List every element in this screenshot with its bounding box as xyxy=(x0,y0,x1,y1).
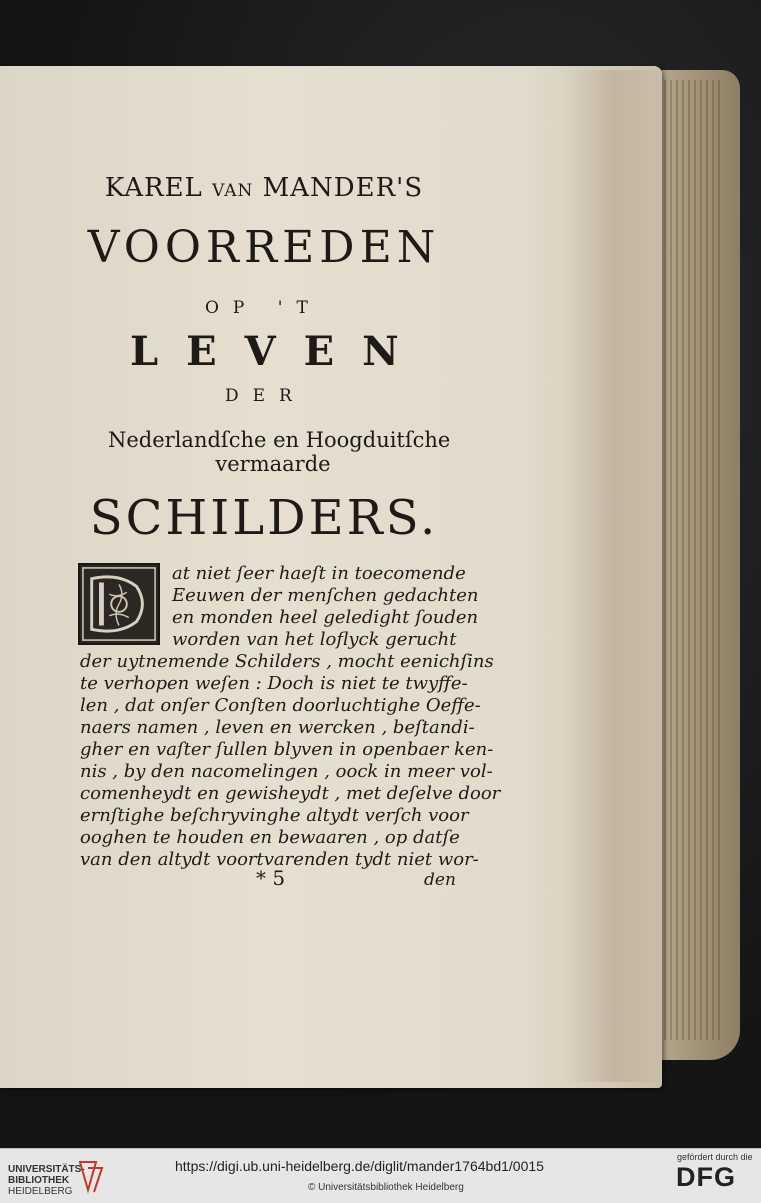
signature-mark: * 5 xyxy=(256,866,286,890)
text-line: len , dat onſer Conſten doorluchtighe Oeffe- xyxy=(80,695,481,716)
library-logo-text[interactable] xyxy=(8,1164,85,1197)
catchword: den xyxy=(424,870,456,890)
heidelberg-logo-icon[interactable] xyxy=(76,1158,106,1194)
text-line: ooghen te houden en bewaaren , op datſe xyxy=(80,827,460,848)
funded-by-text: gefördert durch die xyxy=(677,1152,753,1162)
library-line1: UNIVERSITÄTS- xyxy=(8,1164,85,1175)
text-line: comenheydt en gewisheydt , met deſelve door xyxy=(80,783,501,804)
copyright-text: © Universitätsbibliothek Heidelberg xyxy=(308,1182,464,1193)
text-line: te verhopen weſen : Doch is niet te twyffe- xyxy=(80,673,468,694)
dfg-logo[interactable]: DFG xyxy=(676,1162,736,1192)
text-line: at niet ſeer haeſt in toecomende xyxy=(172,563,466,584)
text-line: worden van het loflyck gerucht xyxy=(172,629,457,650)
title-voorreden: VOORREDEN xyxy=(87,222,441,273)
text-line: naers namen , leven en wercken , beſtandi- xyxy=(80,717,475,738)
title-leven: LEVEN xyxy=(130,328,427,375)
title-author: KAREL VAN MANDER'S xyxy=(104,173,424,203)
text-line: en monden heel geledight ſouden xyxy=(172,607,479,628)
text-line: Eeuwen der menſchen gedachten xyxy=(172,585,479,606)
title-vermaarde: vermaarde xyxy=(215,452,331,476)
page-shadow xyxy=(565,70,665,1082)
footer-bar xyxy=(0,1148,761,1203)
title-der: DER xyxy=(225,386,306,406)
text-line: van den altydt voortvarenden tydt niet wor- xyxy=(80,849,479,870)
permalink-url[interactable]: https://digi.ub.uni-heidelberg.de/diglit/mander1764bd1/0015 xyxy=(175,1158,544,1174)
text-line: der uytnemende Schilders , mocht eenichſins xyxy=(80,651,494,672)
title-opt: OP 'T xyxy=(205,298,322,318)
library-line3: HEIDELBERG xyxy=(8,1186,73,1197)
text-line: gher en vaſter ſullen blyven in openbaer ken- xyxy=(80,739,494,760)
title-nederlandsche: Nederlandſche en Hoogduitſche xyxy=(108,428,451,452)
library-line2: BIBLIOTHEK xyxy=(8,1175,70,1186)
title-schilders: SCHILDERS. xyxy=(89,490,439,546)
text-line: nis , by den nacomelingen , oock in meer vol- xyxy=(80,761,493,782)
text-line: ernſtighe beſchryvinghe altydt verſch voor xyxy=(80,805,469,826)
decorated-initial-d-icon xyxy=(78,563,160,645)
